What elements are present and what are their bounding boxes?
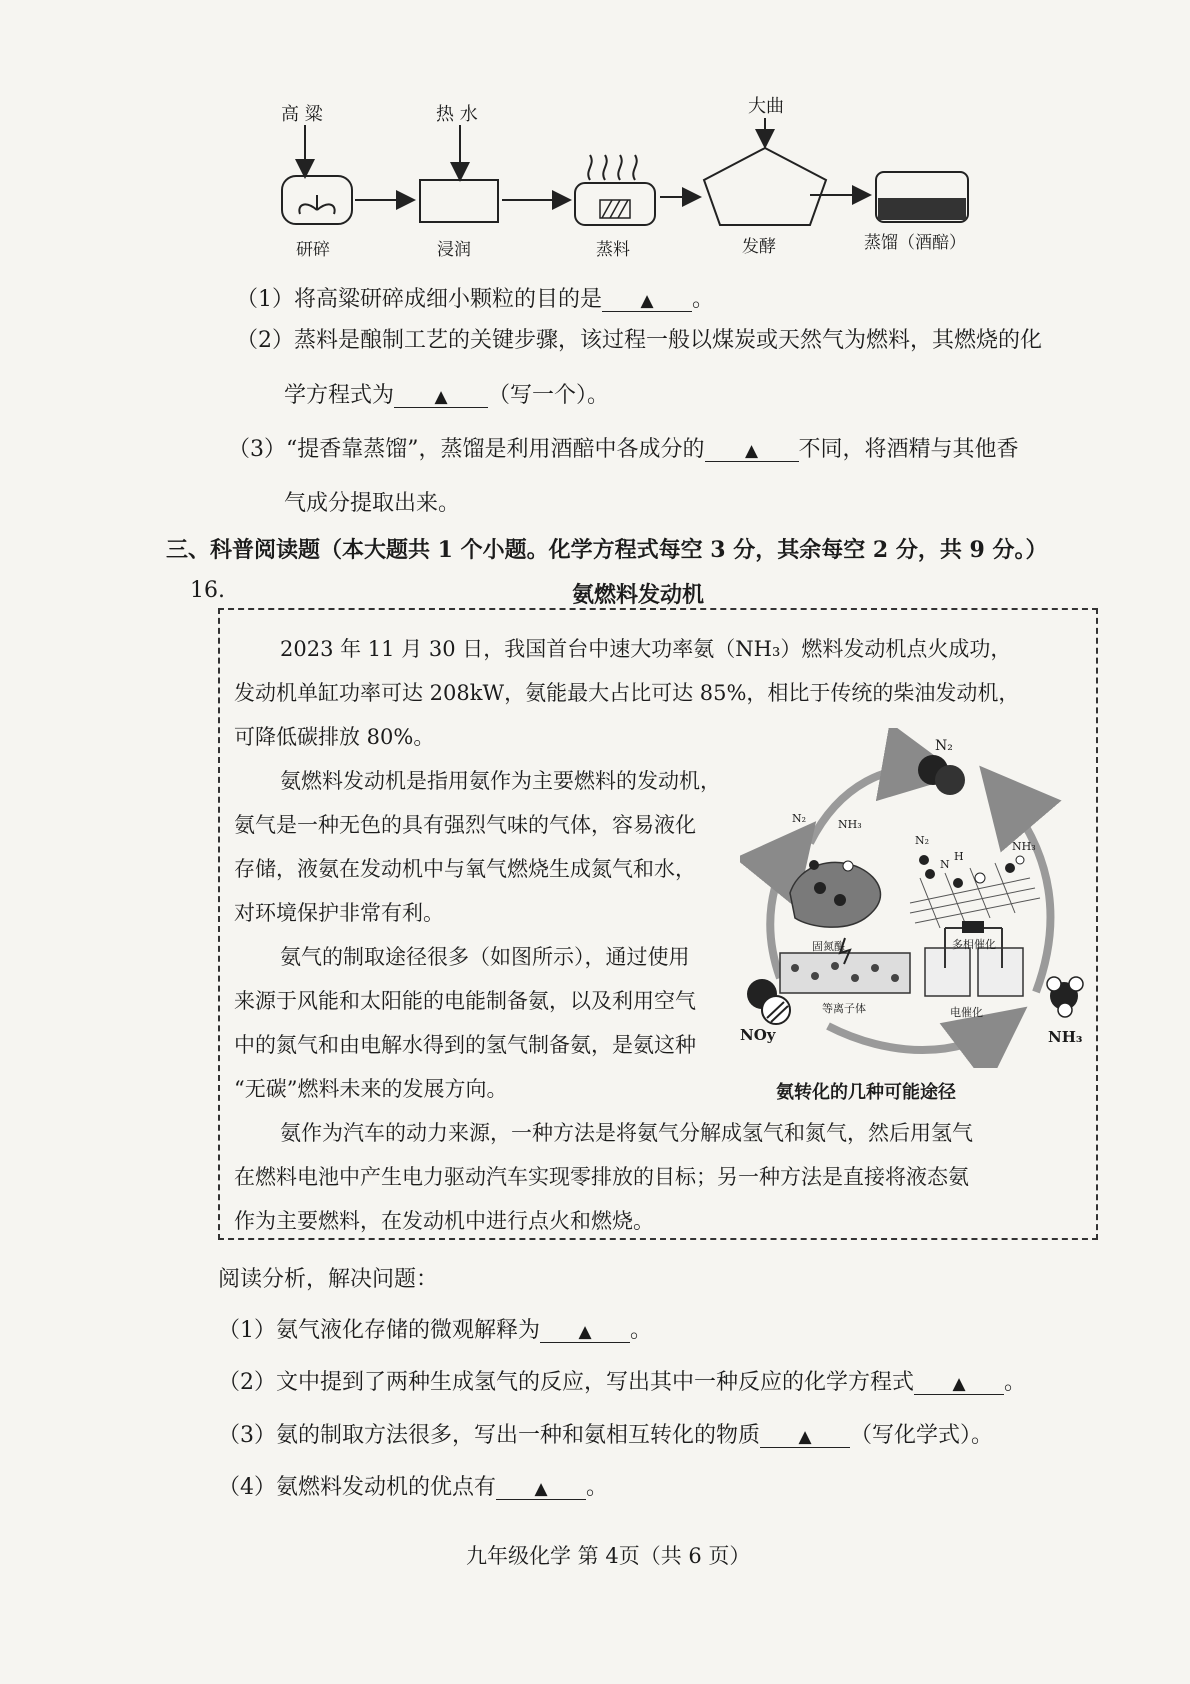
figure-caption: 氨转化的几种可能途径 [776, 1082, 956, 1103]
input-label-hot-water: 热 水 [436, 104, 478, 125]
q15-part1: （1）将高粱研碎成细小颗粒的目的是 ▲ 。 [236, 287, 715, 312]
step-label-ferment: 发酵 [742, 237, 776, 257]
para3-line1: 氨气的制取途径很多（如图所示），通过使用 [280, 945, 690, 969]
answer-blank[interactable]: ▲ [914, 1372, 1004, 1395]
q16-part1: （1）氨气液化存储的微观解释为 ▲ 。 [218, 1318, 653, 1343]
para2-line2: 氨气是一种无色的具有强烈气味的气体，容易液化 [234, 813, 696, 837]
article-title: 氨燃料发动机 [572, 582, 705, 608]
para3-line4: “无碳”燃料未来的发展方向。 [234, 1077, 508, 1101]
para2-line1: 氨燃料发动机是指用氨作为主要燃料的发动机， [280, 769, 721, 793]
para4-line3: 作为主要燃料，在发动机中进行点火和燃烧。 [234, 1209, 654, 1233]
label-noy: NOy [740, 1026, 776, 1044]
input-label-sorghum: 高 粱 [281, 104, 323, 125]
label-nh3: NH₃ [1048, 1028, 1083, 1046]
soak-box [420, 180, 498, 222]
para4-line2: 在燃料电池中产生电力驱动汽车实现零排放的目标；另一种方法是直接将液态氨 [234, 1165, 969, 1189]
q15-part2-line2: 学方程式为 ▲ （写一个）。 [284, 383, 610, 408]
para1-line1: 2023 年 11 月 30 日，我国首台中速大功率氨（NH₃）燃料发动机点火成功， [280, 637, 1012, 661]
label-n2: N₂ [935, 738, 953, 754]
para4-line1: 氨作为汽车的动力来源，一种方法是将氨气分解成氢气和氮气，然后用氢气 [280, 1121, 973, 1145]
answer-blank[interactable]: ▲ [496, 1477, 586, 1500]
grinder-blades [299, 195, 334, 214]
para2-line3: 存储，液氨在发动机中与氧气燃烧生成氮气和水， [234, 857, 696, 881]
para1-line2: 发动机单缸功率可达 208kW，氨能最大占比可达 85%，相比于传统的柴油发动机， [234, 681, 1020, 705]
q16-part4: （4）氨燃料发动机的优点有 ▲ 。 [218, 1475, 609, 1500]
catalysis-label-n: N [940, 858, 950, 871]
distill-liquid [878, 198, 966, 220]
step-label-grind: 研碎 [296, 240, 330, 260]
q16-part3: （3）氨的制取方法很多，写出一种和氨相互转化的物质 ▲ （写化学式）。 [218, 1423, 994, 1448]
ammonia-cycle-figure [740, 728, 1090, 1108]
enzyme-label-nh3: NH₃ [838, 818, 862, 831]
question-number: 16. [190, 578, 225, 603]
label-plasma: 等离子体 [822, 1002, 866, 1015]
step-label-soak: 浸润 [437, 240, 471, 260]
step-label-steam: 蒸料 [596, 240, 630, 260]
answer-blank[interactable]: ▲ [705, 439, 799, 462]
q15-part2-line1: （2）蒸料是酿制工艺的关键步骤，该过程一般以煤炭或天然气为燃料，其燃烧的化 [236, 328, 1042, 353]
fermenter-shape [704, 148, 826, 225]
input-label-daqu: 大曲 [748, 96, 784, 117]
q16-part2: （2）文中提到了两种生成氢气的反应，写出其中一种反应的化学方程式 ▲ 。 [218, 1370, 1027, 1395]
answer-blank[interactable]: ▲ [602, 289, 692, 312]
analysis-prompt: 阅读分析，解决问题： [218, 1267, 439, 1292]
para1-line3: 可降低碳排放 80%。 [234, 725, 435, 749]
step-label-distill: 蒸馏（酒醅） [864, 233, 966, 253]
label-enzyme: 固氮酶 [812, 940, 845, 953]
catalysis-label-nh3: NH₃ [1012, 840, 1036, 853]
answer-blank[interactable]: ▲ [760, 1425, 850, 1448]
label-electro: 电催化 [950, 1006, 983, 1019]
label-catalysis: 多相催化 [952, 938, 996, 951]
para2-line4: 对环境保护非常有利。 [234, 901, 444, 925]
para3-line3: 中的氮气和由电解水得到的氢气制备氨，是氨这种 [234, 1033, 696, 1057]
page-footer: 九年级化学 第 4页（共 6 页） [466, 1544, 751, 1568]
q15-part3-line1: （3）“提香靠蒸馏”，蒸馏是利用酒醅中各成分的 ▲ 不同，将酒精与其他香 [228, 437, 1019, 462]
para3-line2: 来源于风能和太阳能的电能制备氨，以及利用空气 [234, 989, 696, 1013]
section-heading: 三、科普阅读题（本大题共 1 个小题。化学方程式每空 3 分，其余每空 2 分，共 9 分。） [166, 537, 1048, 563]
q15-part3-line2: 气成分提取出来。 [284, 491, 461, 516]
steam-lines [588, 155, 636, 180]
catalysis-label-n2: N₂ [915, 834, 930, 847]
cycle-graphic [740, 728, 1090, 1068]
answer-blank[interactable]: ▲ [394, 385, 488, 408]
reading-box [218, 608, 1098, 1240]
flow-shapes [0, 0, 1190, 260]
answer-blank[interactable]: ▲ [540, 1320, 630, 1343]
catalysis-label-h: H [954, 850, 964, 863]
enzyme-label-n2: N₂ [792, 812, 807, 825]
